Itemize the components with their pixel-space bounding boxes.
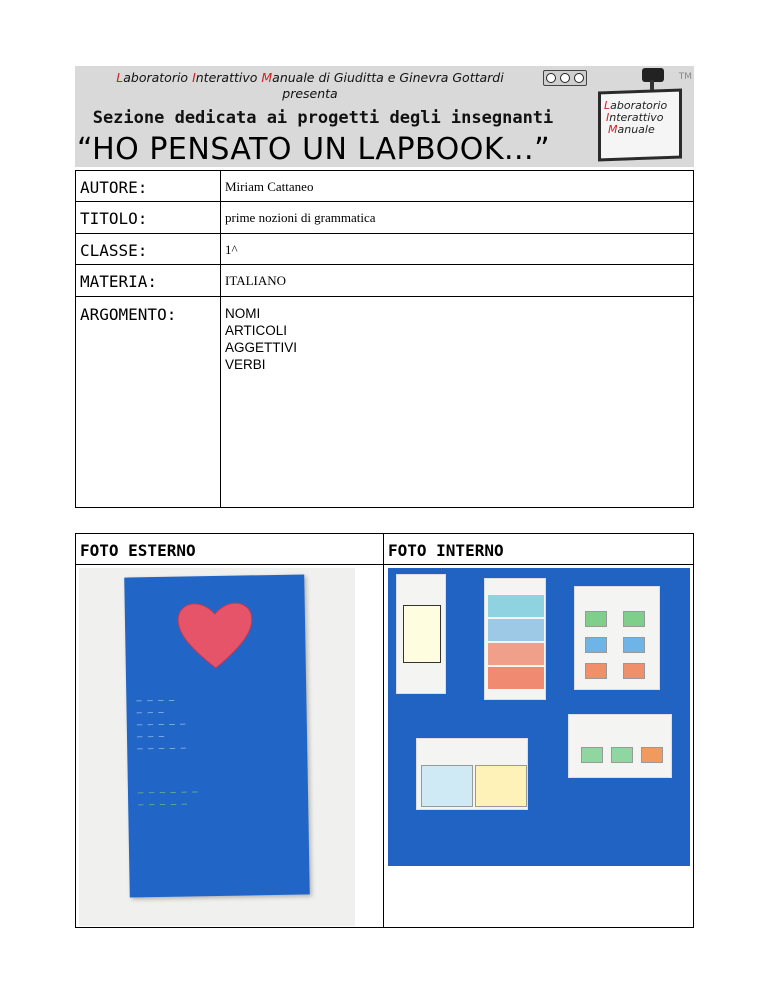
lab-initial: I bbox=[192, 70, 196, 85]
lab-initial: M bbox=[261, 70, 273, 85]
logo-word: Laboratorio bbox=[604, 99, 668, 112]
trademark-mark: TM bbox=[678, 72, 692, 82]
list-item: AGGETTIVI bbox=[225, 340, 298, 355]
lapbook-cover bbox=[124, 574, 310, 897]
aggettivo-card bbox=[568, 714, 672, 778]
row-value: 1^ bbox=[225, 242, 238, 257]
foto-esterno-header: FOTO ESTERNO bbox=[80, 541, 196, 560]
argomento-label: ARGOMENTO: bbox=[80, 305, 177, 324]
photos-table bbox=[75, 533, 694, 928]
striped-panel bbox=[484, 578, 546, 700]
list-item: VERBI bbox=[225, 357, 266, 372]
info-row-titolo bbox=[76, 202, 693, 234]
foto-interno-header: FOTO INTERNO bbox=[388, 541, 504, 560]
creative-commons-icon bbox=[543, 70, 587, 86]
photo-interior bbox=[388, 568, 690, 866]
logo-word: Interattivo bbox=[606, 111, 664, 124]
row-label: MATERIA: bbox=[80, 272, 158, 291]
list-item: ARTICOLI bbox=[225, 323, 288, 338]
row-label: TITOLO: bbox=[80, 209, 148, 228]
row-label: CLASSE: bbox=[80, 241, 148, 260]
nome-flap bbox=[396, 574, 446, 694]
lab-name-line bbox=[75, 70, 545, 85]
presenta-text: presenta bbox=[282, 86, 338, 101]
laboratorio-logo bbox=[594, 68, 692, 165]
lab-initial: L bbox=[116, 70, 124, 85]
row-value: prime nozioni di grammatica bbox=[225, 210, 376, 225]
lab-text: anuale di Giuditta e Ginevra Gottardi bbox=[272, 70, 504, 85]
logo-words bbox=[604, 100, 667, 136]
info-row-autore bbox=[76, 171, 693, 202]
row-value: ITALIANO bbox=[225, 273, 287, 288]
header-banner bbox=[75, 66, 694, 167]
nome-card bbox=[403, 605, 441, 663]
verbo-card bbox=[574, 586, 660, 690]
lab-text: nterattivo bbox=[195, 70, 262, 85]
project-info-table bbox=[75, 170, 694, 508]
info-row-classe bbox=[76, 234, 693, 265]
lab-text: aboratorio bbox=[123, 70, 193, 85]
articolo-card bbox=[416, 738, 528, 810]
handwritten-index: — — — — — — — — — — — — — — — — — — — — bbox=[136, 695, 187, 755]
row-label: AUTORE: bbox=[80, 178, 148, 197]
section-subtitle: Sezione dedicata ai progetti degli insegnanti bbox=[92, 108, 554, 128]
handwritten-name: — — — — — — — — — — — bbox=[137, 787, 198, 811]
photo-exterior bbox=[79, 568, 355, 926]
page-title: “HO PENSATO UN LAPBOOK...” bbox=[77, 132, 551, 167]
row-value: Miriam Cattaneo bbox=[225, 179, 314, 194]
heart-icon bbox=[175, 597, 256, 670]
argomento-list bbox=[225, 305, 297, 373]
info-row-materia bbox=[76, 265, 693, 297]
list-item: NOMI bbox=[225, 306, 261, 321]
logo-word: Manuale bbox=[608, 123, 655, 136]
